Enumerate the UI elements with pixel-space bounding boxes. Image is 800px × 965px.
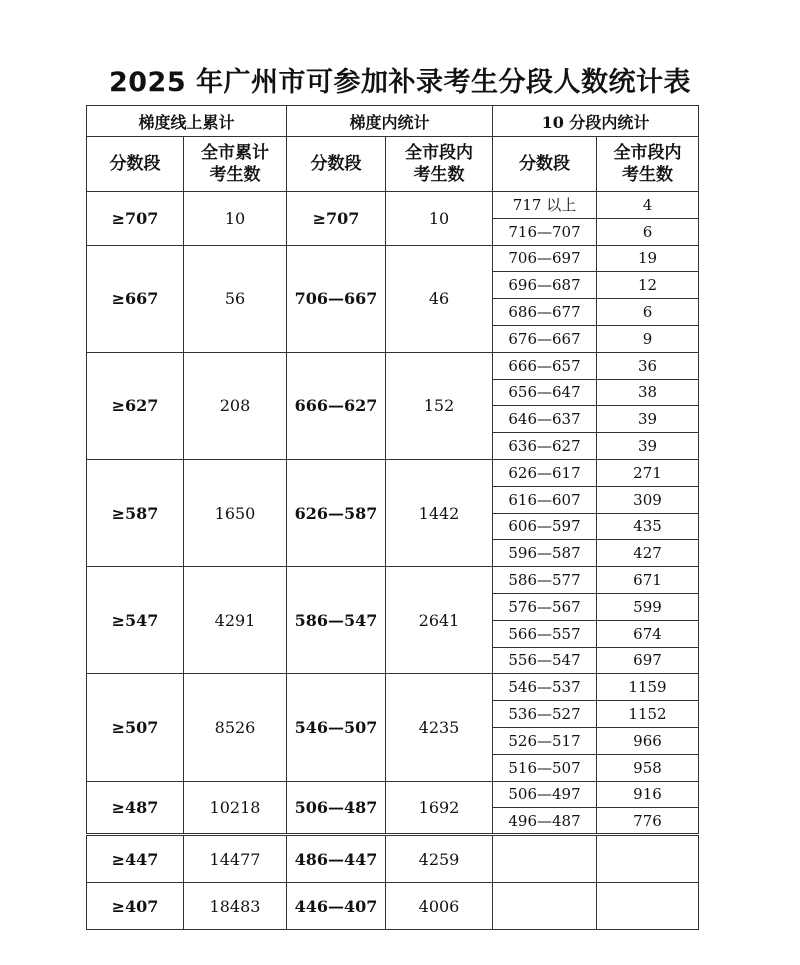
ten-point-range: 576—567 <box>493 593 597 620</box>
table-row <box>87 567 699 594</box>
ten-point-count: 916 <box>597 781 699 808</box>
ten-point-range: 546—537 <box>493 674 597 701</box>
table-row <box>87 883 699 930</box>
gradient-count: 1442 <box>386 459 493 566</box>
ten-point-count: 776 <box>597 808 699 835</box>
cumulative-count: 10218 <box>184 781 287 835</box>
col-header-score-range: 分数段 <box>287 137 386 192</box>
ten-point-range: 646—637 <box>493 406 597 433</box>
col-header-segment-count: 全市段内 考生数 <box>597 137 699 192</box>
ten-point-range: 586—577 <box>493 567 597 594</box>
table-row <box>87 245 699 272</box>
col-header-cumulative-count: 全市累计 考生数 <box>184 137 287 192</box>
table-row <box>87 781 699 808</box>
gradient-range: 546—507 <box>287 674 386 781</box>
group-header-ten-point: 10 分段内统计 <box>493 106 699 137</box>
ten-point-range: 526—517 <box>493 727 597 754</box>
cumulative-range: ≥547 <box>87 567 184 674</box>
gradient-count: 1692 <box>386 781 493 835</box>
gradient-count: 46 <box>386 245 493 352</box>
group-header-cumulative: 梯度线上累计 <box>87 106 287 137</box>
table-row <box>87 674 699 701</box>
ten-point-range: 606—597 <box>493 513 597 540</box>
ten-point-count: 19 <box>597 245 699 272</box>
cumulative-count: 1650 <box>184 459 287 566</box>
ten-point-count: 12 <box>597 272 699 299</box>
ten-point-range: 626—617 <box>493 459 597 486</box>
header-row <box>87 106 699 137</box>
ten-point-range: 706—697 <box>493 245 597 272</box>
ten-point-count: 36 <box>597 352 699 379</box>
ten-point-range: 566—557 <box>493 620 597 647</box>
ten-point-count: 1152 <box>597 701 699 728</box>
cumulative-range: ≥407 <box>87 883 184 930</box>
group-header-gradient: 梯度内统计 <box>287 106 493 137</box>
ten-point-count: 39 <box>597 406 699 433</box>
ten-point-count: 39 <box>597 433 699 460</box>
ten-point-count: 271 <box>597 459 699 486</box>
ten-point-range: 506—497 <box>493 781 597 808</box>
ten-point-count: 6 <box>597 218 699 245</box>
ten-point-count: 6 <box>597 299 699 326</box>
ten-point-count: 1159 <box>597 674 699 701</box>
gradient-range: 486—447 <box>287 835 386 883</box>
ten-point-count: 599 <box>597 593 699 620</box>
gradient-range: 706—667 <box>287 245 386 352</box>
ten-point-range: 656—647 <box>493 379 597 406</box>
gradient-range: ≥707 <box>287 192 386 246</box>
ten-point-range: 556—547 <box>493 647 597 674</box>
table-row <box>87 352 699 379</box>
table-row <box>87 835 699 883</box>
ten-point-count: 674 <box>597 620 699 647</box>
gradient-range: 626—587 <box>287 459 386 566</box>
gradient-count: 152 <box>386 352 493 459</box>
gradient-count: 10 <box>386 192 493 246</box>
col-header-score-range: 分数段 <box>87 137 184 192</box>
cumulative-range: ≥487 <box>87 781 184 835</box>
ten-point-count: 309 <box>597 486 699 513</box>
ten-point-count <box>597 883 699 930</box>
gradient-count: 2641 <box>386 567 493 674</box>
ten-point-range: 536—527 <box>493 701 597 728</box>
cumulative-count: 56 <box>184 245 287 352</box>
ten-point-count: 38 <box>597 379 699 406</box>
cumulative-count: 10 <box>184 192 287 246</box>
ten-point-range: 636—627 <box>493 433 597 460</box>
col-header-segment-count: 全市段内 考生数 <box>386 137 493 192</box>
table-row <box>87 459 699 486</box>
ten-point-range: 616—607 <box>493 486 597 513</box>
gradient-range: 666—627 <box>287 352 386 459</box>
ten-point-range: 666—657 <box>493 352 597 379</box>
ten-point-range <box>493 835 597 883</box>
gradient-range: 446—407 <box>287 883 386 930</box>
ten-point-count: 9 <box>597 325 699 352</box>
cumulative-count: 18483 <box>184 883 287 930</box>
gradient-range: 506—487 <box>287 781 386 835</box>
cumulative-count: 208 <box>184 352 287 459</box>
ten-point-count <box>597 835 699 883</box>
cumulative-range: ≥507 <box>87 674 184 781</box>
cumulative-count: 14477 <box>184 835 287 883</box>
gradient-count: 4006 <box>386 883 493 930</box>
ten-point-count: 435 <box>597 513 699 540</box>
cumulative-range: ≥707 <box>87 192 184 246</box>
ten-point-count: 671 <box>597 567 699 594</box>
ten-point-range: 716—707 <box>493 218 597 245</box>
ten-point-count: 958 <box>597 754 699 781</box>
table-row <box>87 192 699 219</box>
ten-point-range: 717 以上 <box>493 192 597 219</box>
ten-point-count: 966 <box>597 727 699 754</box>
ten-point-range: 596—587 <box>493 540 597 567</box>
cumulative-range: ≥447 <box>87 835 184 883</box>
ten-point-range: 686—677 <box>493 299 597 326</box>
cumulative-range: ≥587 <box>87 459 184 566</box>
ten-point-range: 696—687 <box>493 272 597 299</box>
gradient-range: 586—547 <box>287 567 386 674</box>
ten-point-range: 516—507 <box>493 754 597 781</box>
cumulative-count: 8526 <box>184 674 287 781</box>
cumulative-range: ≥667 <box>87 245 184 352</box>
ten-point-range: 676—667 <box>493 325 597 352</box>
cumulative-range: ≥627 <box>87 352 184 459</box>
ten-point-range: 496—487 <box>493 808 597 835</box>
ten-point-count: 697 <box>597 647 699 674</box>
page-title: 2025 年广州市可参加补录考生分段人数统计表 <box>108 67 692 98</box>
ten-point-count: 427 <box>597 540 699 567</box>
cumulative-count: 4291 <box>184 567 287 674</box>
gradient-count: 4259 <box>386 835 493 883</box>
subheader-row <box>87 137 699 192</box>
ten-point-range <box>493 883 597 930</box>
col-header-score-range: 分数段 <box>493 137 597 192</box>
score-stats-table <box>86 105 699 930</box>
ten-point-count: 4 <box>597 192 699 219</box>
gradient-count: 4235 <box>386 674 493 781</box>
